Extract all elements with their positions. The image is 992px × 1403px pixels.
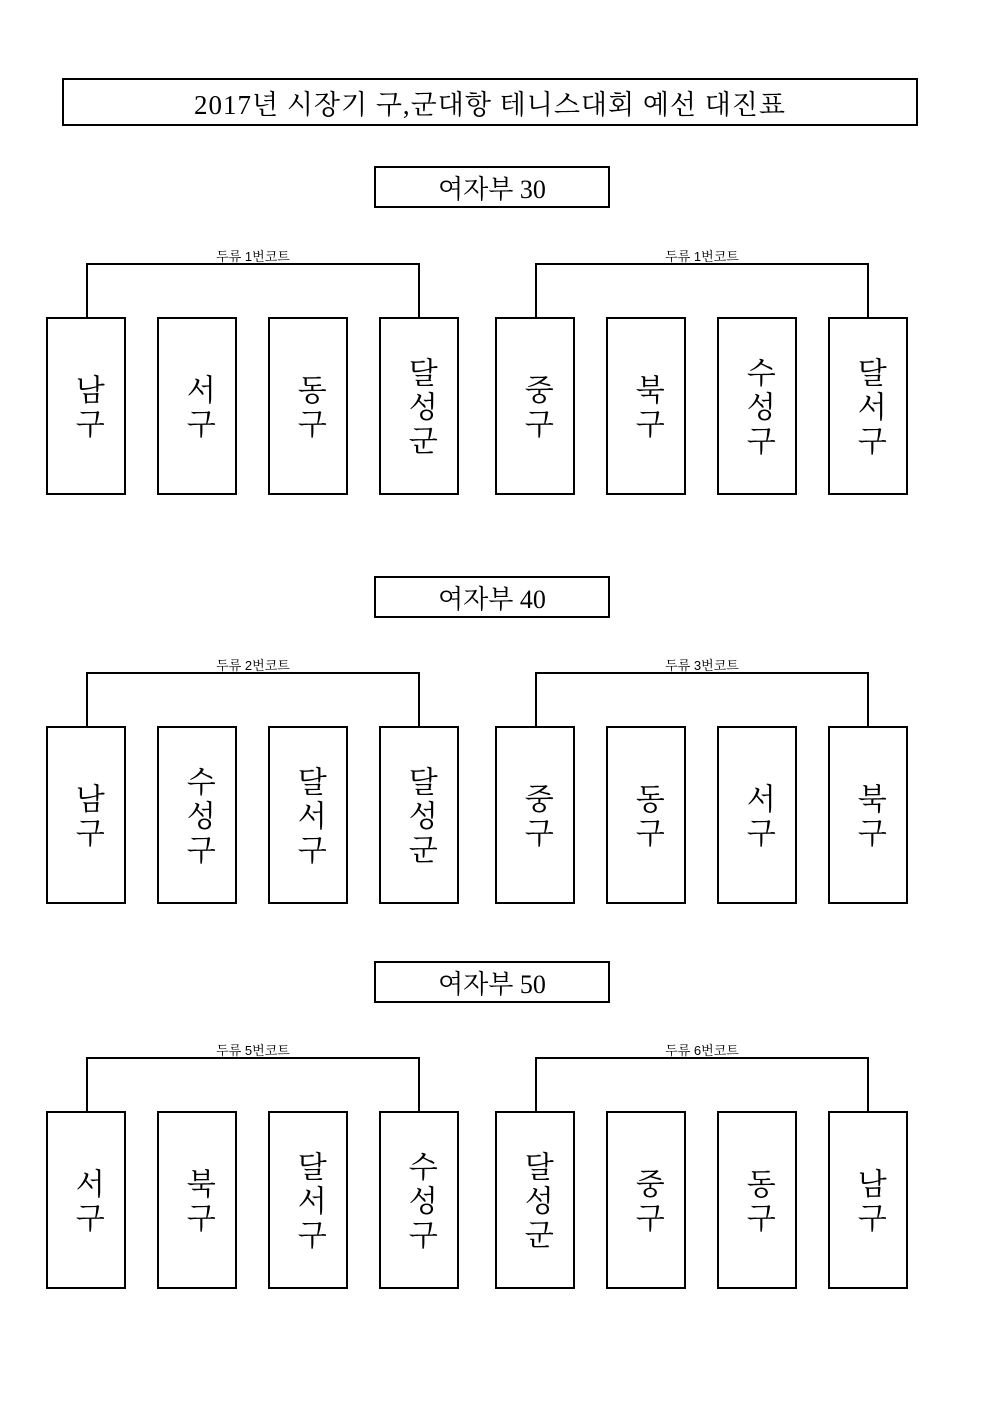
team-name: 서구 (181, 374, 215, 442)
team-box (46, 317, 126, 495)
team-box (606, 726, 686, 904)
team-name: 북구 (852, 783, 886, 851)
team-name: 동구 (630, 783, 664, 851)
team-name: 달성군 (519, 1151, 553, 1253)
team-box (157, 1111, 237, 1289)
team-box (606, 1111, 686, 1289)
team-box (495, 726, 575, 904)
team-name: 남구 (852, 1168, 886, 1236)
team-box (828, 1111, 908, 1289)
court-label: 두류 1번코트 (216, 249, 290, 264)
team-name: 서구 (741, 783, 775, 851)
bracket-connector (86, 1057, 420, 1111)
team-name: 북구 (630, 374, 664, 442)
team-box (717, 1111, 797, 1289)
team-name: 북구 (181, 1168, 215, 1236)
team-name: 중구 (519, 374, 553, 442)
team-name: 중구 (630, 1168, 664, 1236)
team-box (606, 317, 686, 495)
team-name: 남구 (70, 783, 104, 851)
court-label: 두류 5번코트 (216, 1043, 290, 1058)
team-box (268, 1111, 348, 1289)
team-name: 수성구 (403, 1151, 437, 1253)
team-name: 수성구 (741, 357, 775, 459)
team-name: 동구 (741, 1168, 775, 1236)
section-heading-3: 여자부 50 (374, 961, 610, 1003)
team-name: 달성군 (403, 766, 437, 868)
court-label: 두류 2번코트 (216, 658, 290, 673)
court-label: 두류 3번코트 (665, 658, 739, 673)
page-title: 2017년 시장기 구,군대항 테니스대회 예선 대진표 (62, 78, 918, 126)
team-box (46, 1111, 126, 1289)
team-box (828, 726, 908, 904)
team-box (46, 726, 126, 904)
section-heading-1: 여자부 30 (374, 166, 610, 208)
team-box (495, 317, 575, 495)
team-name: 달서구 (292, 766, 326, 868)
bracket-connector (86, 672, 420, 726)
bracket-connector (535, 263, 869, 317)
team-box (157, 317, 237, 495)
team-name: 서구 (70, 1168, 104, 1236)
team-name: 남구 (70, 374, 104, 442)
team-name: 수성구 (181, 766, 215, 868)
team-box (268, 726, 348, 904)
team-box (157, 726, 237, 904)
team-box (379, 317, 459, 495)
team-name: 달서구 (852, 357, 886, 459)
court-label: 두류 1번코트 (665, 249, 739, 264)
team-name: 중구 (519, 783, 553, 851)
team-box (828, 317, 908, 495)
bracket-connector (535, 672, 869, 726)
team-name: 달성군 (403, 357, 437, 459)
team-box (717, 317, 797, 495)
bracket-connector (86, 263, 420, 317)
bracket-connector (535, 1057, 869, 1111)
team-box (495, 1111, 575, 1289)
team-box (379, 726, 459, 904)
team-name: 동구 (292, 374, 326, 442)
team-name: 달서구 (292, 1151, 326, 1253)
team-box (268, 317, 348, 495)
court-label: 두류 6번코트 (665, 1043, 739, 1058)
team-box (717, 726, 797, 904)
team-box (379, 1111, 459, 1289)
section-heading-2: 여자부 40 (374, 576, 610, 618)
